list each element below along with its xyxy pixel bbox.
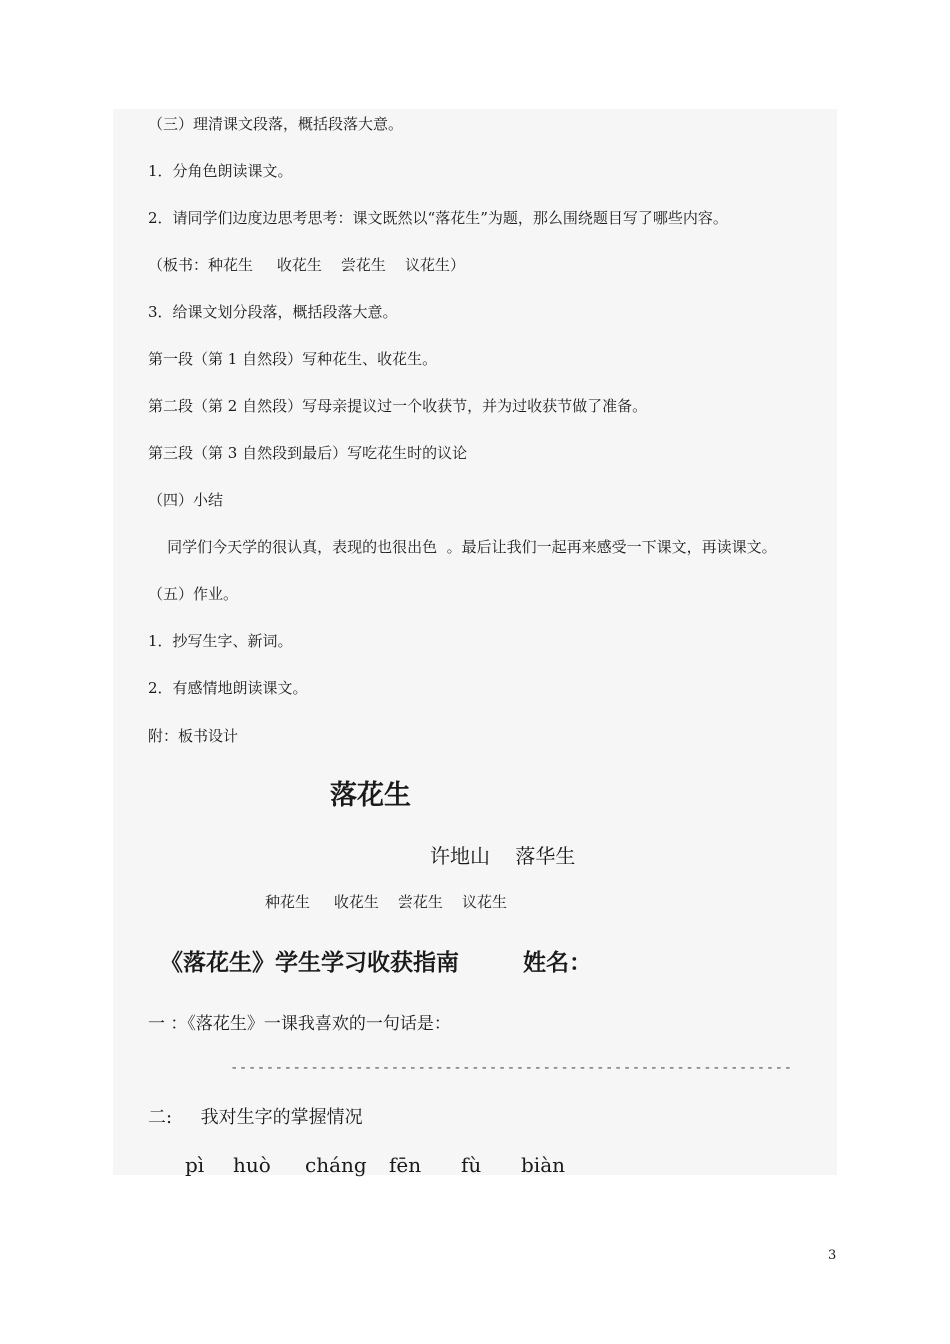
board-authors: 许地山 落华生 xyxy=(430,844,576,868)
summary-paragraph: 同学们今天学的很认真，表现的也很出色 。最后让我们一起再来感受一下课文，再读课文。 xyxy=(148,538,777,556)
pinyin-item: fēn xyxy=(389,1153,422,1177)
page-number: 3 xyxy=(828,1248,837,1263)
pinyin-item: huò xyxy=(233,1153,271,1177)
paragraph-summary: 第一段（第 1 自然段）写种花生、收花生。 xyxy=(148,350,438,368)
guide-title: 《落花生》学生学习收获指南 姓名： xyxy=(160,950,593,976)
answer-line: --------------------------------------------------------------- xyxy=(230,1060,793,1076)
section-heading-3: （三）理清课文段落，概括段落大意。 xyxy=(148,115,404,133)
appendix-label: 附：板书设计 xyxy=(148,727,239,745)
section-heading-5: （五）作业。 xyxy=(148,585,239,603)
pinyin-item: fù xyxy=(461,1153,482,1177)
board-title: 落花生 xyxy=(330,780,411,811)
pinyin-item: biàn xyxy=(521,1153,566,1177)
homework-item: 2．有感情地朗读课文。 xyxy=(148,679,308,697)
pinyin-item: cháng xyxy=(305,1153,367,1177)
lesson-line: 3．给课文划分段落，概括段落大意。 xyxy=(148,303,398,321)
board-note-line: （板书：种花生 收花生 尝花生 议花生） xyxy=(148,256,465,274)
board-topics: 种花生 收花生 尝花生 议花生 xyxy=(265,893,507,911)
question-new-characters: 二: 我对生字的掌握情况 xyxy=(148,1107,363,1128)
paragraph-summary: 第三段（第 3 自然段到最后）写吃花生时的议论 xyxy=(148,444,468,462)
paragraph-summary: 第二段（第 2 自然段）写母亲提议过一个收获节，并为过收获节做了准备。 xyxy=(148,397,648,415)
lesson-line: 2．请同学们边度边思考思考：课文既然以“落花生”为题，那么围绕题目写了哪些内容。 xyxy=(148,209,728,227)
lesson-line: 1．分角色朗读课文。 xyxy=(148,162,293,180)
section-heading-4: （四）小结 xyxy=(148,491,224,509)
pinyin-item: pì xyxy=(185,1153,205,1177)
question-favorite-sentence: 一 ：《落花生》一课我喜欢的一句话是： xyxy=(148,1014,451,1034)
homework-item: 1．抄写生字、新词。 xyxy=(148,632,293,650)
